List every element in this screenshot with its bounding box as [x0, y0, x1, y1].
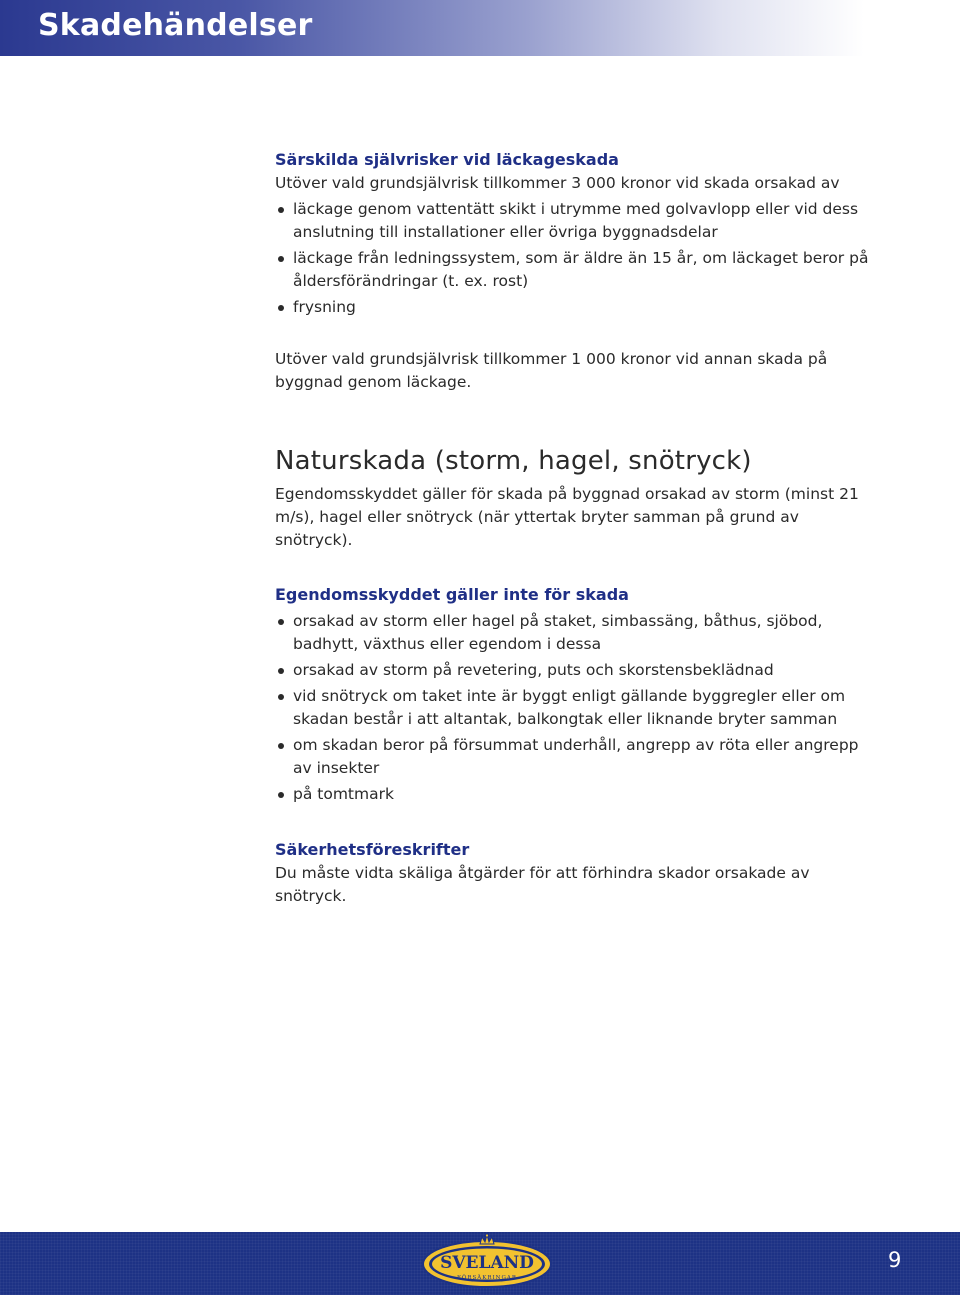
leakage-bullet-list — [275, 198, 875, 319]
sveland-logo — [420, 1233, 554, 1291]
list-item: läckage från ledningssystem, som är äldre än 15 år, om läckaget beror på åldersförändringar (t. ex. rost) — [275, 247, 875, 293]
safety-rules-heading: Säkerhetsföreskrifter — [275, 840, 470, 859]
exclusions-heading: Egendomsskyddet gäller inte för skada — [275, 585, 629, 604]
list-item: läckage genom vattentätt skikt i utrymme med golvavlopp eller vid dess anslutning till installationer eller övriga byggnadsdelar — [275, 198, 875, 244]
document-body — [275, 148, 875, 908]
natural-damage-body: Egendomsskyddet gäller för skada på byggnad orsakad av storm (minst 21 m/s), hagel eller snötryck (när yttertak bryter samman på grund av snötryck). — [275, 485, 859, 549]
logo-subtext: FÖRSÄKRINGAR — [457, 1275, 517, 1281]
leakage-intro: Utöver vald grundsjälvrisk tillkommer 3 000 kronor vid skada orsakad av — [275, 174, 840, 192]
crown-icon — [480, 1234, 494, 1244]
list-item: frysning — [275, 296, 875, 319]
leakage-deductible-heading: Särskilda självrisker vid läckageskada — [275, 150, 619, 169]
list-item: orsakad av storm eller hagel på staket, simbassäng, båthus, sjöbod, badhytt, växthus eller egendom i dessa — [275, 610, 875, 656]
exclusions-bullet-list — [275, 610, 875, 806]
list-item: vid snötryck om taket inte är byggt enligt gällande byggregler eller om skadan består i att altantak, balkongtak eller liknande bryter samman — [275, 685, 875, 731]
header-band — [0, 0, 960, 56]
page-title: Skadehändelser — [38, 8, 313, 43]
natural-damage-heading: Naturskada (storm, hagel, snötryck) — [275, 446, 752, 476]
page-number: 9 — [888, 1248, 902, 1272]
list-item: på tomtmark — [275, 783, 875, 806]
logo-wordmark: SVELAND — [440, 1253, 534, 1273]
leakage-note: Utöver vald grundsjälvrisk tillkommer 1 000 kronor vid annan skada på byggnad genom läckage. — [275, 350, 828, 391]
list-item: om skadan beror på försummat underhåll, angrepp av röta eller angrepp av insekter — [275, 734, 875, 780]
safety-rules-body: Du måste vidta skäliga åtgärder för att förhindra skador orsakade av snötryck. — [275, 864, 810, 905]
list-item: orsakad av storm på revetering, puts och skorstensbeklädnad — [275, 659, 875, 682]
